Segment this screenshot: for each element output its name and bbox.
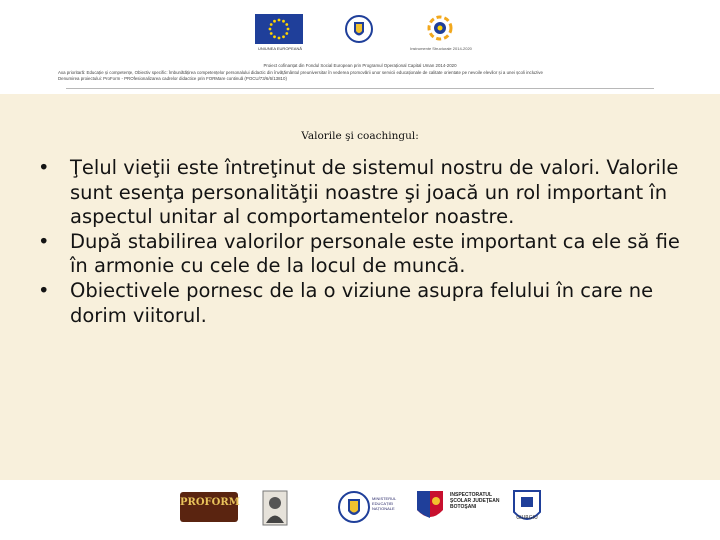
header-divider: [66, 88, 654, 89]
bullet-text: După stabilirea valorilor personale este important ca ele să fie în armonie cu cele de la locul de muncă.: [70, 229, 680, 278]
header-banner: [0, 0, 720, 94]
project-line-2: Axa prioritară: Educație și competențe, Obiectiv specific: Îmbunătățirea competențelor personalului didactic din învățământul preuniversitar în vederea promovării unor servicii educaționale de calitate orientate pe nevoile elevilor și a unei școli incluzive: [58, 69, 543, 75]
bullet-list: [36, 156, 696, 328]
pos-caption: Instrumente Structurale 2014-2020: [410, 46, 472, 51]
eu-caption: UNIUNEA EUROPEANĂ: [257, 46, 302, 51]
ministry-crest-icon: [338, 490, 370, 524]
pos-instrumente-structurale-logo: [418, 12, 462, 44]
bullet-text: Obiectivele pornesc de la o viziune asupra felului în care ne dorim viitorul.: [70, 278, 654, 327]
bullet-icon: •: [38, 278, 50, 302]
portrait-logo-icon: [262, 490, 288, 526]
ministry-text: MINISTERUL EDUCAȚIEI NAȚIONALE: [372, 496, 397, 511]
eu-flag-icon: [255, 14, 303, 44]
bullet-item: [36, 230, 696, 279]
slide-content: [0, 94, 720, 480]
proform-label: PROFORM: [180, 497, 240, 508]
project-line-1: Proiect cofinanțat din Fondul Social European prin Programul Operațional Capital Uman 2014-2020: [263, 63, 457, 68]
footer-logos: [0, 480, 720, 540]
isj-crest-icon: [414, 488, 446, 526]
bullet-icon: •: [38, 156, 50, 179]
project-description: [58, 63, 662, 83]
bullet-icon: •: [38, 229, 50, 253]
proform-logo: [180, 492, 238, 522]
slide-title: Valorile şi coachingul:: [301, 130, 419, 142]
svg-text:GIURGIU: GIURGIU: [516, 515, 538, 521]
giurgiu-logo-icon: [510, 488, 544, 528]
bullet-text: Ţelul vieţii este întreţinut de sistemul nostru de valori. Valorile sunt esenţa personalităţii noastre şi joacă un rol important în aspectul unitar al comportamentelor noastre.: [70, 156, 679, 229]
project-line-3: Denumirea proiectului: ProForm - PROfesionalizarea cadrelor didactice prin FORMare continuă (POCU/73/6/6/13810): [58, 76, 287, 82]
government-crest-icon: [345, 12, 373, 46]
bullet-item: [36, 156, 696, 230]
isj-text: INSPECTORATUL ŞCOLAR JUDEŢEAN BOTOŞANI: [450, 492, 500, 511]
bullet-item: [36, 279, 696, 328]
